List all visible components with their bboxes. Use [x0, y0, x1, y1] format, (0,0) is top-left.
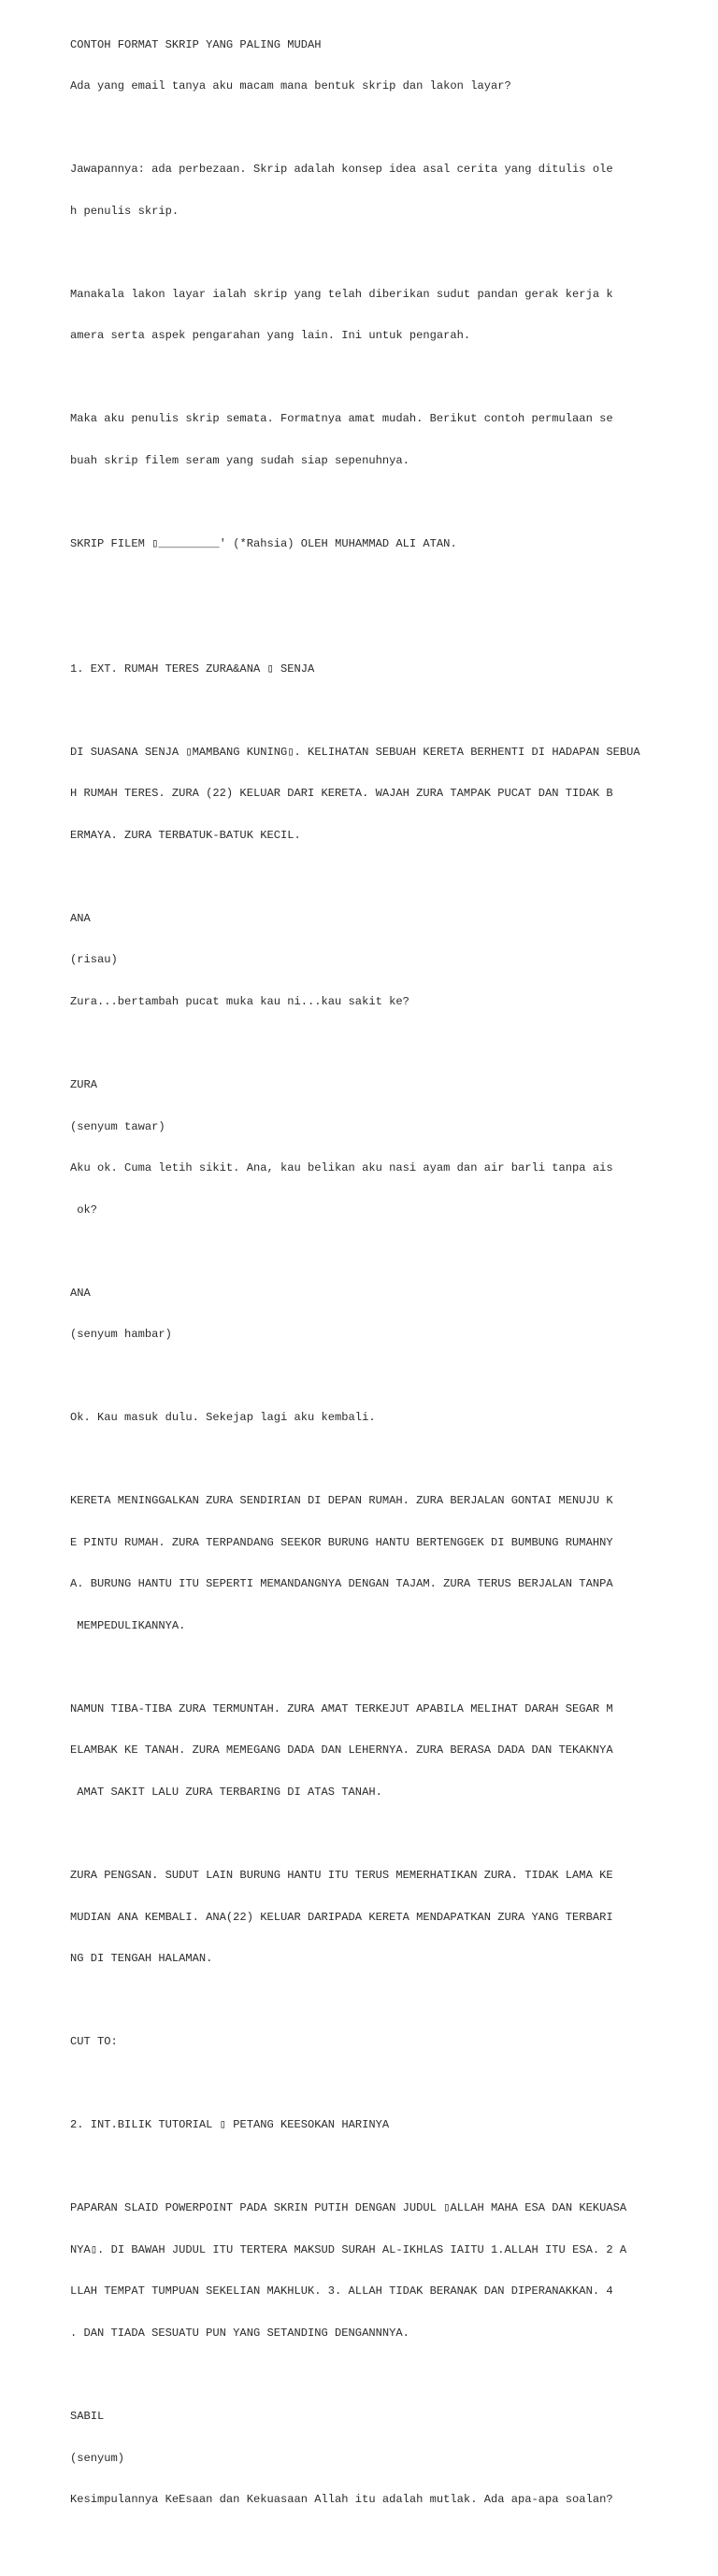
doc-line: 2. INT.BILIK TUTORIAL ▯ PETANG KEESOKAN HARINYA [70, 2118, 390, 2132]
doc-line [70, 371, 706, 385]
doc-line: (senyum) [70, 2451, 125, 2465]
doc-line [70, 1660, 706, 1674]
doc-line: ANA [70, 1286, 91, 1300]
doc-line [70, 620, 706, 634]
doc-line: NG DI TENGAH HALAMAN. [70, 1952, 213, 1966]
doc-line: amera serta aspek pengarahan yang lain. Ini untuk pengarah. [70, 329, 471, 343]
doc-line: ZURA PENGSAN. SUDUT LAIN BURUNG HANTU ITU TERUS MEMERHATIKAN ZURA. TIDAK LAMA KE [70, 1869, 613, 1883]
doc-line: H RUMAH TERES. ZURA (22) KELUAR DARI KERETA. WAJAH ZURA TAMPAK PUCAT DAN TIDAK B [70, 787, 613, 801]
doc-line: (senyum hambar) [70, 1328, 172, 1342]
doc-line: MUDIAN ANA KEMBALI. ANA(22) KELUAR DARIPADA KERETA MENDAPATKAN ZURA YANG TERBARI [70, 1910, 613, 1924]
doc-line: PAPARAN SLAID POWERPOINT PADA SKRIN PUTIH DENGAN JUDUL ▯ALLAH MAHA ESA DAN KEKUASA [70, 2201, 627, 2215]
doc-line [70, 1453, 706, 1467]
doc-line: Ada yang email tanya aku macam mana bentuk skrip dan lakon layar? [70, 79, 511, 93]
doc-line: Maka aku penulis skrip semata. Formatnya amat mudah. Berikut contoh permulaan se [70, 412, 613, 426]
doc-line: 1. EXT. RUMAH TERES ZURA&ANA ▯ SENJA [70, 662, 315, 676]
doc-line: CONTOH FORMAT SKRIP YANG PALING MUDAH [70, 37, 322, 51]
doc-line: LLAH TEMPAT TUMPUAN SEKELIAN MAKHLUK. 3. ALLAH TIDAK BERANAK DAN DIPERANAKKAN. 4 [70, 2284, 613, 2298]
doc-line [70, 1994, 706, 2008]
doc-line: ERMAYA. ZURA TERBATUK-BATUK KECIL. [70, 828, 301, 842]
doc-line: Manakala lakon layar ialah skrip yang telah diberikan sudut pandan gerak kerja k [70, 287, 613, 301]
doc-line: ok? [70, 1203, 98, 1217]
doc-line: ANA [70, 911, 91, 925]
doc-line [70, 1370, 706, 1384]
doc-line: Zura...bertambah pucat muka kau ni...kau sakit ke? [70, 994, 409, 1008]
doc-line: Kesimpulannya KeEsaan dan Kekuasaan Allah itu adalah mutlak. Ada apa-apa soalan? [70, 2493, 613, 2507]
doc-line: Jawapannya: ada perbezaan. Skrip adalah konsep idea asal cerita yang ditulis ole [70, 163, 613, 177]
doc-line [70, 1036, 706, 1050]
doc-line [70, 2160, 706, 2174]
doc-line: KERETA MENINGGALKAN ZURA SENDIRIAN DI DEPAN RUMAH. ZURA BERJALAN GONTAI MENUJU K [70, 1494, 613, 1508]
doc-line [70, 2077, 706, 2091]
doc-line: NYA▯. DI BAWAH JUDUL ITU TERTERA MAKSUD SURAH AL-IKHLAS IAITU 1.ALLAH ITU ESA. 2 A [70, 2242, 627, 2256]
document-body [70, 10, 706, 2576]
doc-line [70, 121, 706, 135]
doc-line: MEMPEDULIKANNYA. [70, 1618, 186, 1632]
doc-line: Aku ok. Cuma letih sikit. Ana, kau belikan aku nasi ayam dan air barli tanpa ais [70, 1161, 613, 1175]
doc-line: (senyum tawar) [70, 1119, 165, 1133]
doc-line: A. BURUNG HANTU ITU SEPERTI MEMANDANGNYA DENGAN TAJAM. ZURA TERUS BERJALAN TANPA [70, 1577, 613, 1591]
doc-line [70, 1828, 706, 1842]
doc-line [70, 246, 706, 260]
doc-line: h penulis skrip. [70, 204, 180, 218]
doc-line [70, 2368, 706, 2382]
doc-line: DI SUASANA SENJA ▯MAMBANG KUNING▯. KELIHATAN SEBUAH KERETA BERHENTI DI HADAPAN SEBUA [70, 745, 640, 759]
doc-line: CUT TO: [70, 2035, 118, 2049]
doc-line: Ok. Kau masuk dulu. Sekejap lagi aku kembali. [70, 1411, 376, 1425]
doc-line: AMAT SAKIT LALU ZURA TERBARING DI ATAS TANAH. [70, 1786, 382, 1799]
doc-line [70, 704, 706, 718]
doc-line: . DAN TIADA SESUATU PUN YANG SETANDING DENGANNNYA. [70, 2326, 409, 2340]
doc-line [70, 496, 706, 510]
doc-line: SKRIP FILEM ▯_________' (*Rahsia) OLEH MUHAMMAD ALI ATAN. [70, 537, 457, 551]
doc-line: ZURA [70, 1077, 98, 1091]
doc-line [70, 2535, 706, 2549]
doc-line: NAMUN TIBA-TIBA ZURA TERMUNTAH. ZURA AMAT TERKEJUT APABILA MELIHAT DARAH SEGAR M [70, 1701, 613, 1715]
doc-line [70, 870, 706, 884]
doc-line: (risau) [70, 953, 118, 967]
doc-line: SABIL [70, 2409, 105, 2423]
doc-line: buah skrip filem seram yang sudah siap sepenuhnya. [70, 454, 409, 467]
doc-line: ELAMBAK KE TANAH. ZURA MEMEGANG DADA DAN LEHERNYA. ZURA BERASA DADA DAN TEKAKNYA [70, 1743, 613, 1758]
doc-line [70, 579, 706, 593]
doc-line [70, 1245, 706, 1259]
doc-line: E PINTU RUMAH. ZURA TERPANDANG SEEKOR BURUNG HANTU BERTENGGEK DI BUMBUNG RUMAHNY [70, 1535, 613, 1549]
